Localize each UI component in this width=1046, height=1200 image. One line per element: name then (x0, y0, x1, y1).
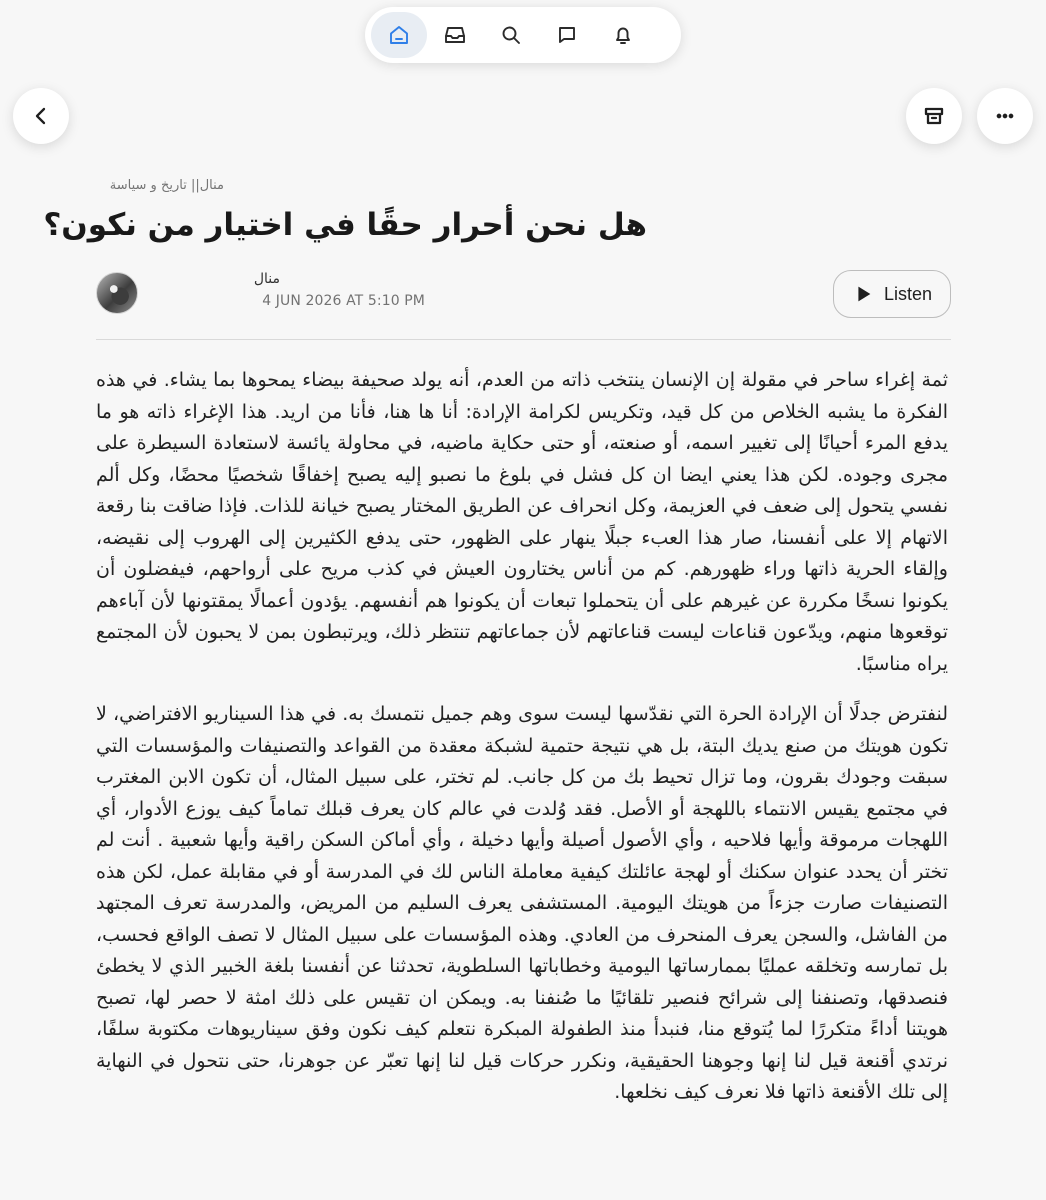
inbox-icon (443, 23, 467, 47)
author-avatar[interactable] (96, 272, 138, 314)
home-icon (387, 23, 411, 47)
listen-button[interactable] (833, 270, 951, 318)
article-kicker[interactable]: منال|| تاريخ و سياسة (109, 178, 224, 193)
home-nav-button[interactable] (371, 12, 427, 58)
author-row (96, 270, 951, 346)
more-horizontal-icon (993, 104, 1017, 128)
messages-nav-button[interactable] (539, 12, 595, 58)
notifications-nav-button[interactable] (595, 12, 651, 58)
listen-label: Listen (883, 283, 933, 304)
back-button[interactable] (13, 88, 69, 144)
article-header (43, 172, 951, 346)
more-options-button[interactable] (977, 88, 1033, 144)
article-body (96, 365, 948, 1128)
search-nav-button[interactable] (483, 12, 539, 58)
publish-date: 4 JUN 2026 AT 5:10 PM (262, 293, 425, 309)
article-title: هل نحن أحرار حقًا في اختيار من نكون؟ (43, 207, 647, 243)
search-icon (499, 23, 523, 47)
play-icon (852, 283, 874, 305)
article-paragraph: لنفترض جدلًا أن الإرادة الحرة التي نقدّسها ليست سوى وهم جميل نتمسك به. في هذا السيناريو الافتراضي، لا تكون هويتك من صنع يديك البتة، بل هي نتيجة حتمية لشبكة معقدة من القواعد والتصنيفات والمؤسسات التي سبقت وجودك بقرون، وما تزال تحيط بك من كل جانب. لم تختر، على سبيل المثال، أن تكون الابن المغترب في مجتمع يقيس الانتماء باللهجة أو الأصل. فقد وُلدت في عالم كان يعرف قبلك تماماً كيف يوزع الأدوار، أي اللهجات مرموقة وأيها فلاحيه ، وأي الأصول أصيلة وأيها دخيلة ، وأي أماكن السكن راقية وأيها شعبية . أنت لم تختر أن يحدد عنوان سكنك أو لهجة عائلتك كيفية معاملة الناس لك في المدرسة أو في مقابلة عمل، لكن هذه التصنيفات صارت جزءاً من هويتك اليومية. المستشفى يعرف السليم من المريض، والمدرسة تعرف المجتهد من الفاشل، والسجن يعرف المنحرف من العادي. وهذه المؤسسات على سبيل المثال لا تصف الواقع فحسب، بل تمارسه وتخلقه عمليًا بممارساتها اليومية وخطاباتها السلطوية، تحدثنا عن أنفسنا بلغة الخبير الذي لا يخطئ فنصدقها، وتصنفنا إلى شرائح فنصير تلقائيًا ما صُنفنا به. ويمكن ان تقيس على ذلك امثة لا حصر لها، تصبح هويتنا أداءً متكررًا لما يُتوقع منا، فنبدأ منذ الطفولة المبكرة نتعلم كيف نكون وفق سيناريوهات مكتوبة سلفًا، نرتدي أقنعة قيل لنا إنها وجوهنا الحقيقية، ونكرر حركات قيل لنا إنها تعبّر عن جوهرنا، حتى نتحول في النهاية إلى تلك الأقنعة ذاتها فلا نعرف كيف نخلعها. (96, 703, 948, 1103)
header-divider (96, 339, 951, 340)
inbox-nav-button[interactable] (427, 12, 483, 58)
chat-icon (555, 23, 579, 47)
archive-button[interactable] (906, 88, 962, 144)
article-paragraph: ثمة إغراء ساحر في مقولة إن الإنسان ينتخب ذاته من العدم، أنه يولد صحيفة بيضاء يمحوها بما يشاء. في هذه الفكرة ما يشبه الخلاص من كل قيد، وتكريس لكرامة الإرادة: أنا ها هنا، فأنا من اريد. هذا الإغراء ذاته هو ما يدفع المرء أحيانًا إلى تغيير اسمه، أو صنعته، أو حتى حكاية ماضيه، في محاولة يائسة لاستعادة السيطرة على مجرى وجوده. لكن هذا يعني ايضا ان كل فشل في بلوغ ما نصبو إليه يصبح إخفاقًا شخصيًا محضًا، وكل ألم نفسي يتحول إلى ضعف في العزيمة، وكل انحراف عن الطريق المختار يصبح خيانة للذات. فإذا ضاقت بنا رقعة الاتهام إلا على أنفسنا، صار هذا العبء جبلًا ينهار على الظهور، حتى يدفع الكثيرين إلى الهروب إلى نقيضه، وإلقاء الحرية ذاتها وراء ظهورهم. كم من أناس يختارون العيش في كذب مريح على أرواحهم، فيفضلون أن يكونوا نسخًا مكررة عن غيرهم على أن يتحملوا تبعات أن يكونوا هم أنفسهم. يؤدون أعمالًا يمقتونها لأن آباءهم توقعوها منهم، ويدّعون قناعات ليست قناعاتهم لأن جماعاتهم تنتظر ذلك، ويرتبطون بمن لا يحبون لأن المجتمع يراه مناسبًا. (96, 369, 948, 675)
bell-icon (611, 23, 635, 47)
author-name[interactable]: منال (253, 271, 280, 287)
top-navigation (365, 7, 681, 63)
archive-icon (922, 104, 946, 128)
chevron-left-icon (29, 104, 53, 128)
